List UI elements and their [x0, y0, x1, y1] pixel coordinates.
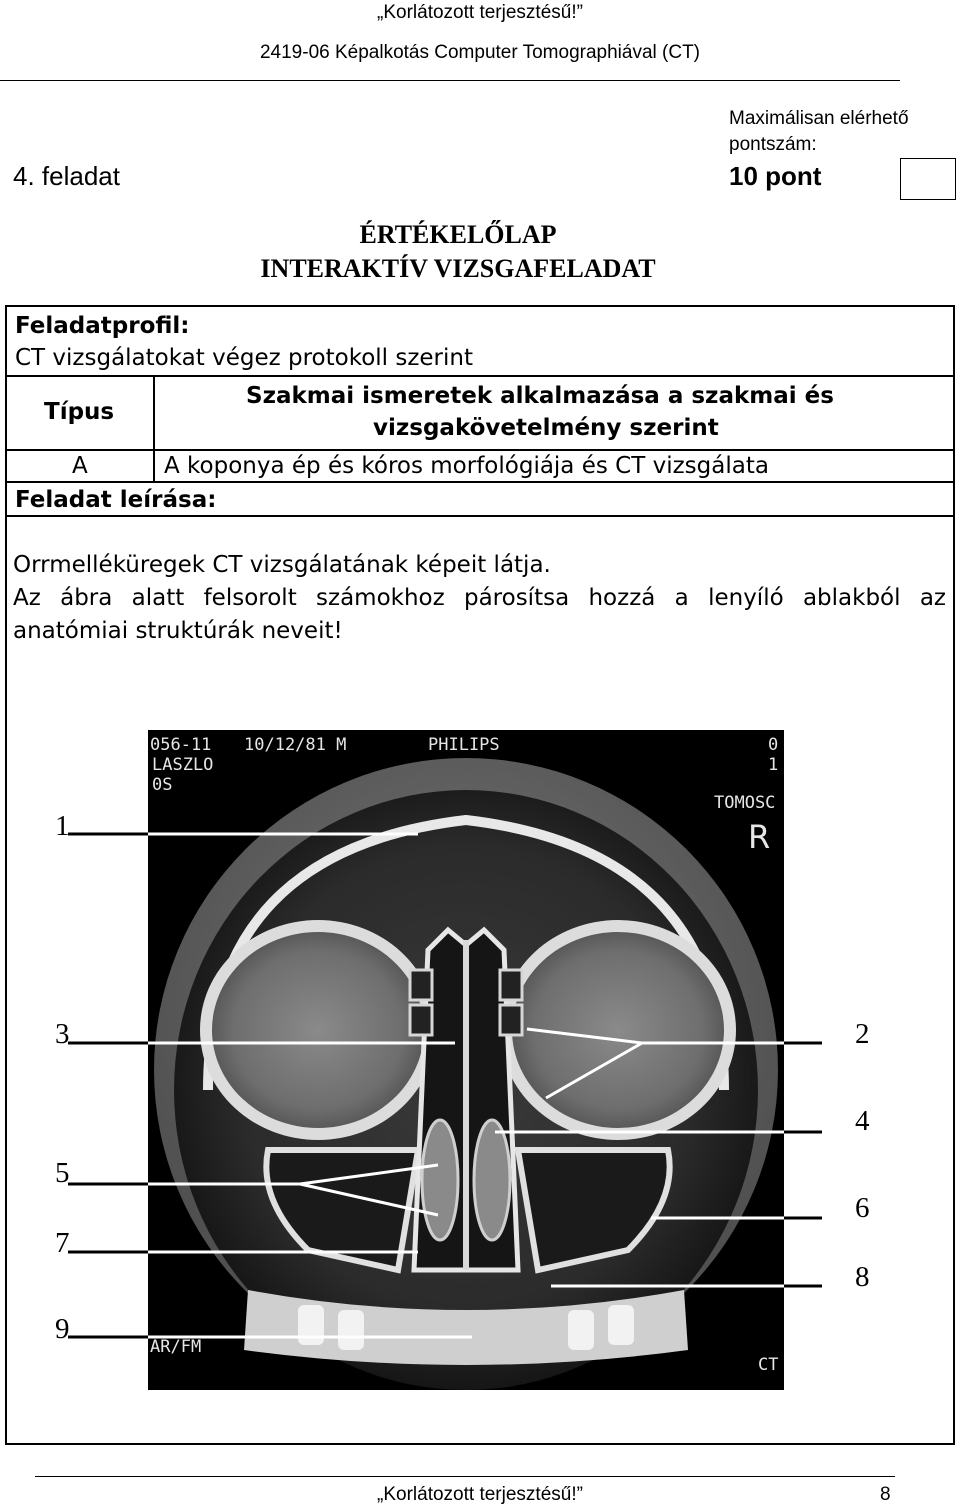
ct-text-bottom-right: CT — [758, 1355, 779, 1375]
ct-text-id: 056-11 — [150, 735, 212, 755]
profile-label: Feladatprofil: — [15, 313, 190, 339]
ct-text-right1: 0 — [768, 735, 779, 755]
label-4: 4 — [855, 1105, 870, 1137]
label-6: 6 — [855, 1192, 870, 1224]
page-number: 8 — [880, 1484, 891, 1505]
ct-text-name: LASZLO — [152, 755, 214, 775]
description-line3: anatómiai struktúrák neveit! — [13, 618, 343, 644]
label-1: 1 — [55, 810, 70, 842]
ct-text-side: R — [748, 818, 771, 856]
ct-text-os: 0S — [152, 775, 173, 795]
ct-text-bottom-left: AR/FM — [150, 1337, 202, 1357]
label-5: 5 — [55, 1157, 70, 1189]
label-7: 7 — [55, 1227, 70, 1259]
label-2: 2 — [855, 1018, 870, 1050]
sheet-title: ÉRTÉKELŐLAP — [359, 220, 557, 249]
label-8: 8 — [855, 1261, 870, 1293]
ct-text-mode: TOMOSC — [714, 793, 776, 813]
ct-text-date: 10/12/81 M — [244, 735, 347, 755]
sheet-subtitle: INTERAKTÍV VIZSGAFELADAT — [260, 254, 656, 283]
type-description: A koponya ép és kóros morfológiája és CT vizsgálata — [164, 453, 769, 479]
description-line1: Orrmelléküregek CT vizsgálatának képeit látja. — [13, 552, 551, 578]
ct-text-right2: 1 — [768, 755, 779, 775]
max-points-value: 10 pont — [729, 161, 822, 191]
max-points-label: Maximálisan elérhető — [729, 108, 909, 129]
type-heading-line1: Szakmai ismeretek alkalmazása a szakmai és — [246, 383, 834, 409]
course-title: 2419-06 Képalkotás Computer Tomographiával (CT) — [259, 42, 701, 63]
description-label: Feladat leírása: — [15, 487, 217, 513]
task-number: 4. feladat — [13, 161, 120, 191]
profile-value: CT vizsgálatokat végez protokoll szerint — [15, 345, 474, 371]
ct-text-vendor: PHILIPS — [428, 735, 500, 755]
type-code: A — [72, 453, 88, 479]
footer-restriction: „Korlátozott terjesztésű!” — [377, 1484, 583, 1505]
type-label: Típus — [44, 399, 115, 425]
label-9: 9 — [55, 1313, 70, 1345]
footer-divider — [35, 1476, 895, 1477]
description-line2: Az ábra alatt felsorolt számokhoz párosítsa hozzá a lenyíló ablakból az — [13, 585, 946, 611]
max-points-label-2: pontszám: — [729, 134, 817, 155]
label-3: 3 — [55, 1018, 70, 1050]
restriction-notice: „Korlátozott terjesztésű!” — [377, 2, 583, 23]
type-heading-line2: vizsgakövetelmény szerint — [373, 415, 719, 441]
